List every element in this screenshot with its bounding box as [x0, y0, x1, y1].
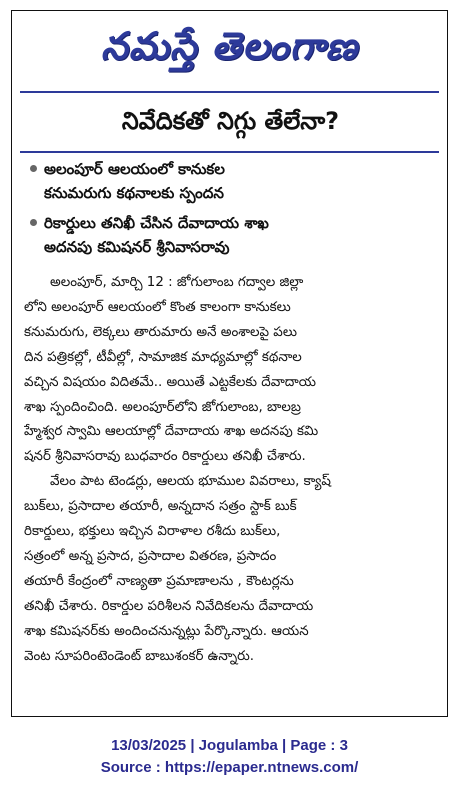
- bullet-icon: [30, 165, 37, 172]
- body-line: తనిఖీ చేశారు. రికార్డుల పరిశీలన నివేదికలను దేవాదాయ: [24, 598, 314, 614]
- headline-rule: [20, 151, 439, 153]
- body-line: షనర్ శ్రీనివాసరావు బుధవారం రికార్డులు తనిఖీ చేశారు.: [24, 449, 306, 465]
- footer-date-line: 13/03/2025 | Jogulamba | Page : 3: [111, 737, 348, 754]
- deck-line: కనుమరుగు కథనాలకు స్పందన: [44, 184, 224, 202]
- deck-item-2: [24, 211, 439, 259]
- deck-line: అలంపూర్ ఆలయంలో కానుకల: [44, 160, 225, 178]
- body-line: వేలం పాట టెండర్లు, ఆలయ భూముల వివరాలు, క్యాష్: [50, 474, 331, 490]
- body-line: హ్మేశ్వర స్వామి ఆలయాల్లో దేవాదాయ శాఖ అదనపు కమి: [24, 424, 319, 440]
- footer-source-line: Source : https://epaper.ntnews.com/: [100, 759, 359, 776]
- body-line: లోని అలంపూర్ ఆలయంలో కొంత కాలంగా కానుకలు: [24, 299, 291, 315]
- newspaper-masthead: [22, 15, 437, 87]
- body-line: బుక్‌లు, ప్రసాదాల తయారీ, అన్నదాన సత్రం స్టాక్ బుక్: [24, 499, 297, 515]
- article-body: [24, 271, 438, 670]
- masthead-title: నమస్తే తెలంగాణ: [101, 24, 358, 68]
- body-line: కనుమరుగు, లెక్కలు తారుమారు అనే అంశాలపై పలు: [24, 324, 297, 340]
- deck-line: అదనపు కమిషనర్ శ్రీనివాసరావు: [44, 238, 230, 256]
- body-line: శాఖ స్పందించింది. అలంపూర్‌లోని జోగులాంబ, బాలబ్ర: [24, 399, 301, 415]
- deck-item-1: [24, 157, 439, 205]
- masthead-rule: [20, 91, 439, 93]
- body-line: అలంపూర్, మార్చి 12 : జోగులాంబ గద్వాల జిల్లా: [50, 275, 304, 290]
- body-line: వచ్చిన విషయం విదితమే.. అయితే ఎట్టకేలకు దేవాదాయ: [24, 374, 316, 390]
- headline: నివేదికతో నిగ్గు తేలేనా?: [121, 107, 340, 135]
- bullet-icon: [30, 219, 37, 226]
- body-line: శాఖ కమిషనర్‌కు అందించనున్నట్లు పేర్కొన్నారు. ఆయన: [24, 623, 309, 639]
- news-clipping: [11, 10, 448, 717]
- deck-line: రికార్డులు తనిఖీ చేసిన దేవాదాయ శాఖ: [44, 214, 269, 232]
- body-line: రికార్డులు, భక్తులు ఇచ్చిన విరాళాల రశీదు బుక్‌లు,: [24, 524, 281, 540]
- body-line: తయారీ కేంద్రంలో నాణ్యతా ప్రమాణాలను , కౌంటర్లను: [24, 573, 294, 589]
- body-line: దిన పత్రికల్లో, టీవీల్లో, సామాజిక మాధ్యమాల్లో కథనాల: [24, 349, 302, 365]
- body-line: సత్రంలో అన్న ప్రసాద, ప్రసాదాల వితరణ, ప్రసాదం: [24, 548, 277, 564]
- body-line: వెంట సూపరింటెండెంట్ బాబుశంకర్ ఉన్నారు.: [24, 648, 255, 664]
